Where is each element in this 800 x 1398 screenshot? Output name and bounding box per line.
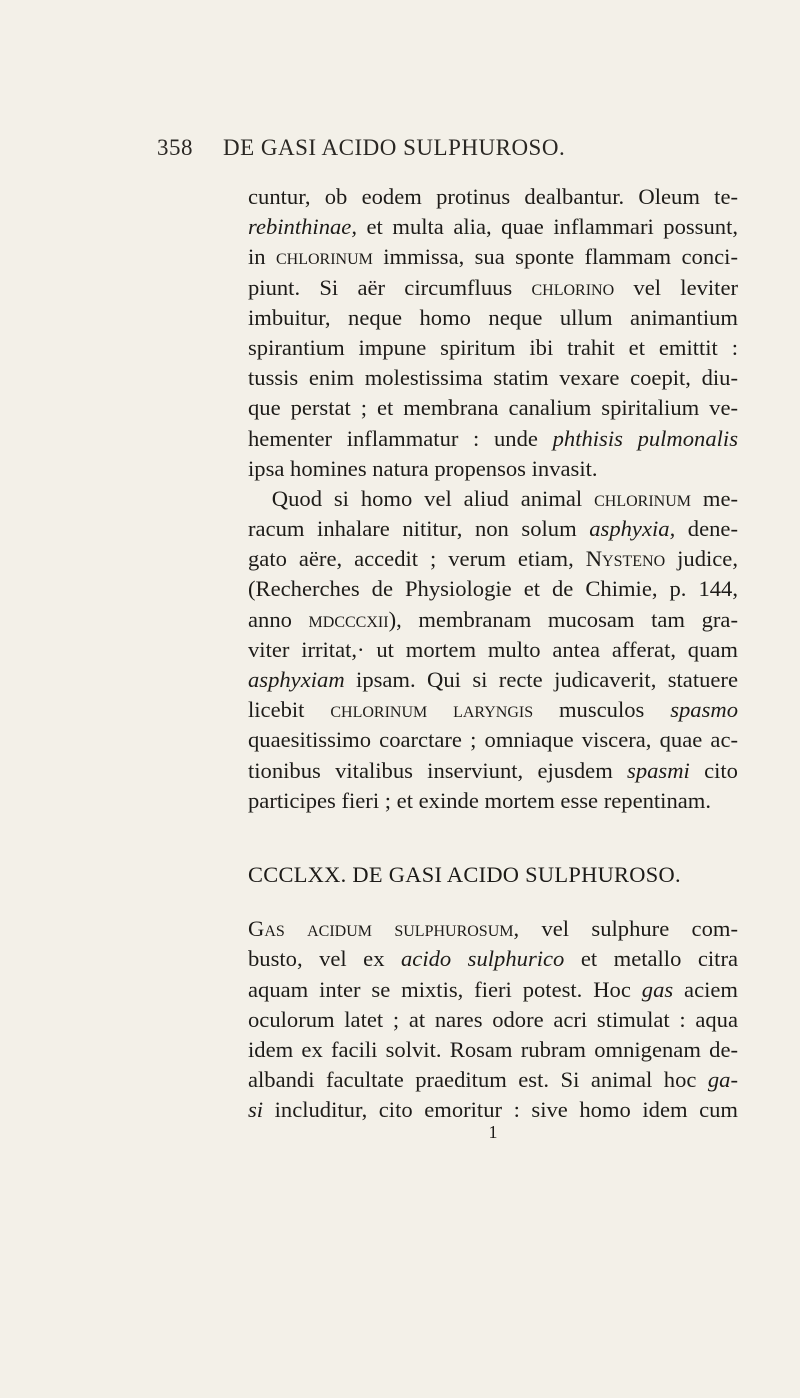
section-heading: CCCLXX. DE GASI ACIDO SULPHUROSO.: [248, 861, 681, 887]
text-line: tussis enim molestissima statim vexare coepit, diu-: [248, 365, 738, 391]
text-line: quaesitissimo coarctare ; omniaque viscera, quae ac-: [248, 727, 738, 753]
text-line: ipsa homines natura propensos invasit.: [248, 455, 598, 481]
text-line: Gas acidum sulphurosum, vel sulphure com-: [248, 916, 738, 942]
running-header: [157, 135, 717, 161]
text-line: asphyxiam ipsam. Qui si recte judicaverit, statuere: [248, 667, 738, 692]
text-line: spirantium impune spiritum ibi trahit et emittit :: [248, 334, 738, 360]
text-line: participes fieri ; et exinde mortem esse repentinam.: [248, 787, 711, 813]
text-line: imbuitur, neque homo neque ullum animantium: [248, 304, 738, 330]
text-line: Quod si homo vel aliud animal chlorinum me-: [271, 485, 738, 511]
text-line: si includitur, cito emoritur : sive homo idem cum: [248, 1097, 738, 1123]
text-line: licebit chlorinum laryngis musculos spasmo: [248, 697, 738, 723]
text-line: gato aëre, accedit ; verum etiam, Nysteno judice,: [248, 546, 738, 572]
text-line: oculorum latet ; at nares odore acri stimulat : aqua: [248, 1006, 738, 1032]
text-line: anno mdcccxii), membranam mucosam tam gra-: [248, 606, 738, 632]
text-line: tionibus vitalibus inserviunt, ejusdem spasmi cito: [248, 757, 738, 783]
text-line: hementer inflammatur : unde phthisis pulmonalis: [248, 425, 738, 451]
text-line: cuntur, ob eodem protinus dealbantur. Oleum te-: [248, 184, 738, 209]
signature-mark: 1: [488, 1122, 498, 1143]
text-line: idem ex facili solvit. Rosam rubram omnigenam de-: [248, 1036, 738, 1062]
text-line: aquam inter se mixtis, fieri potest. Hoc gas aciem: [248, 976, 738, 1002]
text-line: rebinthinae, et multa alia, quae inflammari possunt,: [248, 214, 738, 240]
text-line: viter irritat,· ut mortem multo antea afferat, quam: [248, 636, 738, 662]
text-line: que perstat ; et membrana canalium spiritalium ve-: [248, 395, 738, 421]
text-line: (Recherches de Physiologie et de Chimie, p. 144,: [248, 576, 738, 602]
body-text: [248, 182, 739, 1143]
page-number: 358: [157, 135, 193, 160]
text-line: albandi facultate praeditum est. Si animal hoc ga-: [248, 1067, 738, 1093]
text-line: in chlorinum immissa, sua sponte flammam conci-: [248, 244, 738, 270]
text-line: piunt. Si aër circumfluus chlorino vel leviter: [248, 274, 739, 300]
text-line: busto, vel ex acido sulphurico et metallo citra: [248, 946, 738, 972]
text-line: racum inhalare nititur, non solum asphyxia, dene-: [248, 516, 738, 542]
running-title: DE GASI ACIDO SULPHUROSO.: [223, 135, 566, 160]
